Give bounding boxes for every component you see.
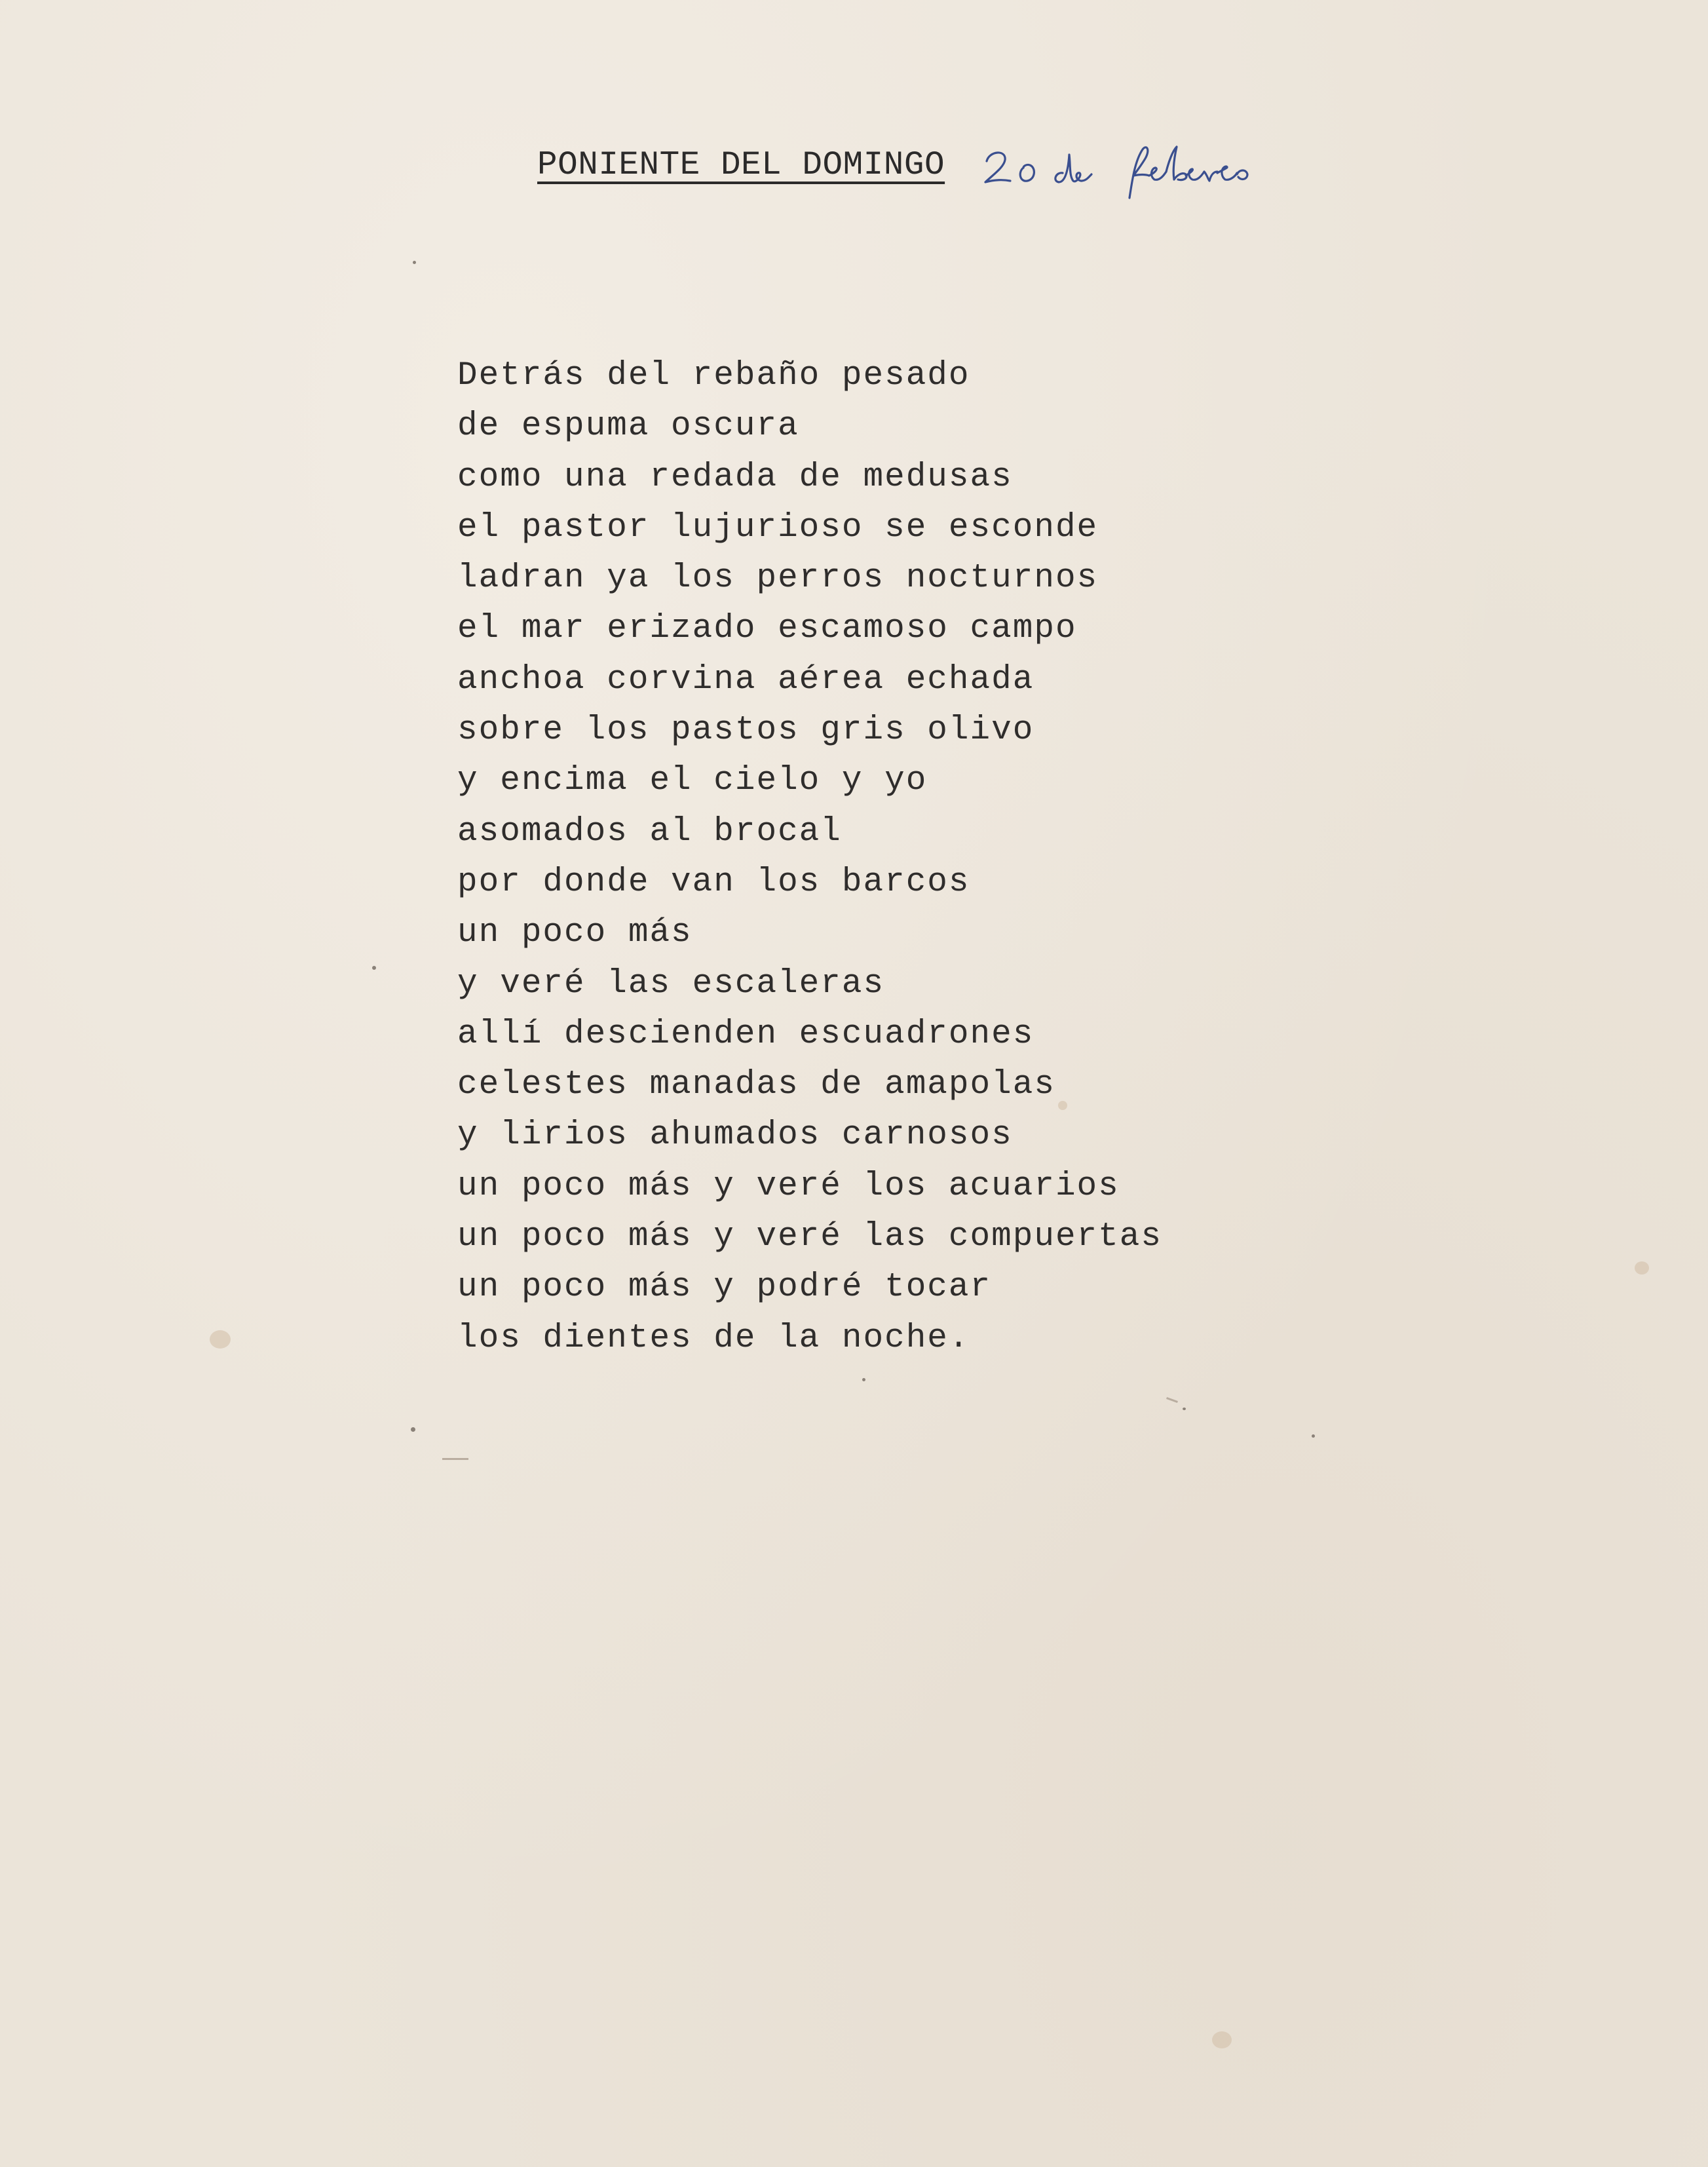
poem-line: anchoa corvina aérea echada xyxy=(457,661,1034,699)
paper-stain xyxy=(1635,1261,1649,1275)
poem-line: un poco más y podré tocar xyxy=(457,1269,992,1307)
handwritten-date xyxy=(977,135,1318,207)
paper-stain xyxy=(210,1330,231,1349)
paper-mark xyxy=(442,1458,468,1460)
poem-line: el pastor lujurioso se esconde xyxy=(457,508,1099,547)
poem-body xyxy=(457,351,1243,1364)
poem-line: el mar erizado escamoso campo xyxy=(457,610,1077,648)
poem-line: asomados al brocal xyxy=(457,813,842,851)
title-row xyxy=(537,143,1258,202)
paper-speck xyxy=(413,261,416,264)
poem-line: y lirios ahumados carnosos xyxy=(457,1117,1013,1155)
poem-line: un poco más y veré los acuarios xyxy=(457,1167,1120,1205)
paper-speck xyxy=(372,966,376,970)
paper-speck xyxy=(1183,1408,1186,1410)
poem-line: sobre los pastos gris olivo xyxy=(457,712,1034,750)
poem-line: ladran ya los perros nocturnos xyxy=(457,560,1099,598)
poem-line: de espuma oscura xyxy=(457,408,799,446)
poem-line: los dientes de la noche. xyxy=(457,1319,970,1357)
paper-speck xyxy=(1312,1434,1315,1438)
paper-speck xyxy=(411,1427,415,1432)
poem-line: Detrás del rebaño pesado xyxy=(457,357,970,394)
poem-line: un poco más xyxy=(457,914,693,952)
poem-title: PONIENTE DEL DOMINGO xyxy=(537,147,945,184)
poem-line: celestes manadas de amapolas xyxy=(457,1066,1055,1104)
paper-stain xyxy=(1212,2031,1232,2048)
paper-mark xyxy=(1166,1397,1178,1403)
poem-line: por donde van los barcos xyxy=(457,863,970,901)
poem-line: como una redada de medusas xyxy=(457,458,1013,496)
paper-stain xyxy=(1058,1101,1067,1110)
poem-line: un poco más y veré las compuertas xyxy=(457,1218,1162,1256)
poem-line: allí descienden escuadrones xyxy=(457,1015,1034,1053)
poem-line: y encima el cielo y yo xyxy=(457,762,928,800)
poem-line: y veré las escaleras xyxy=(457,965,885,1003)
paper-speck xyxy=(862,1378,865,1381)
